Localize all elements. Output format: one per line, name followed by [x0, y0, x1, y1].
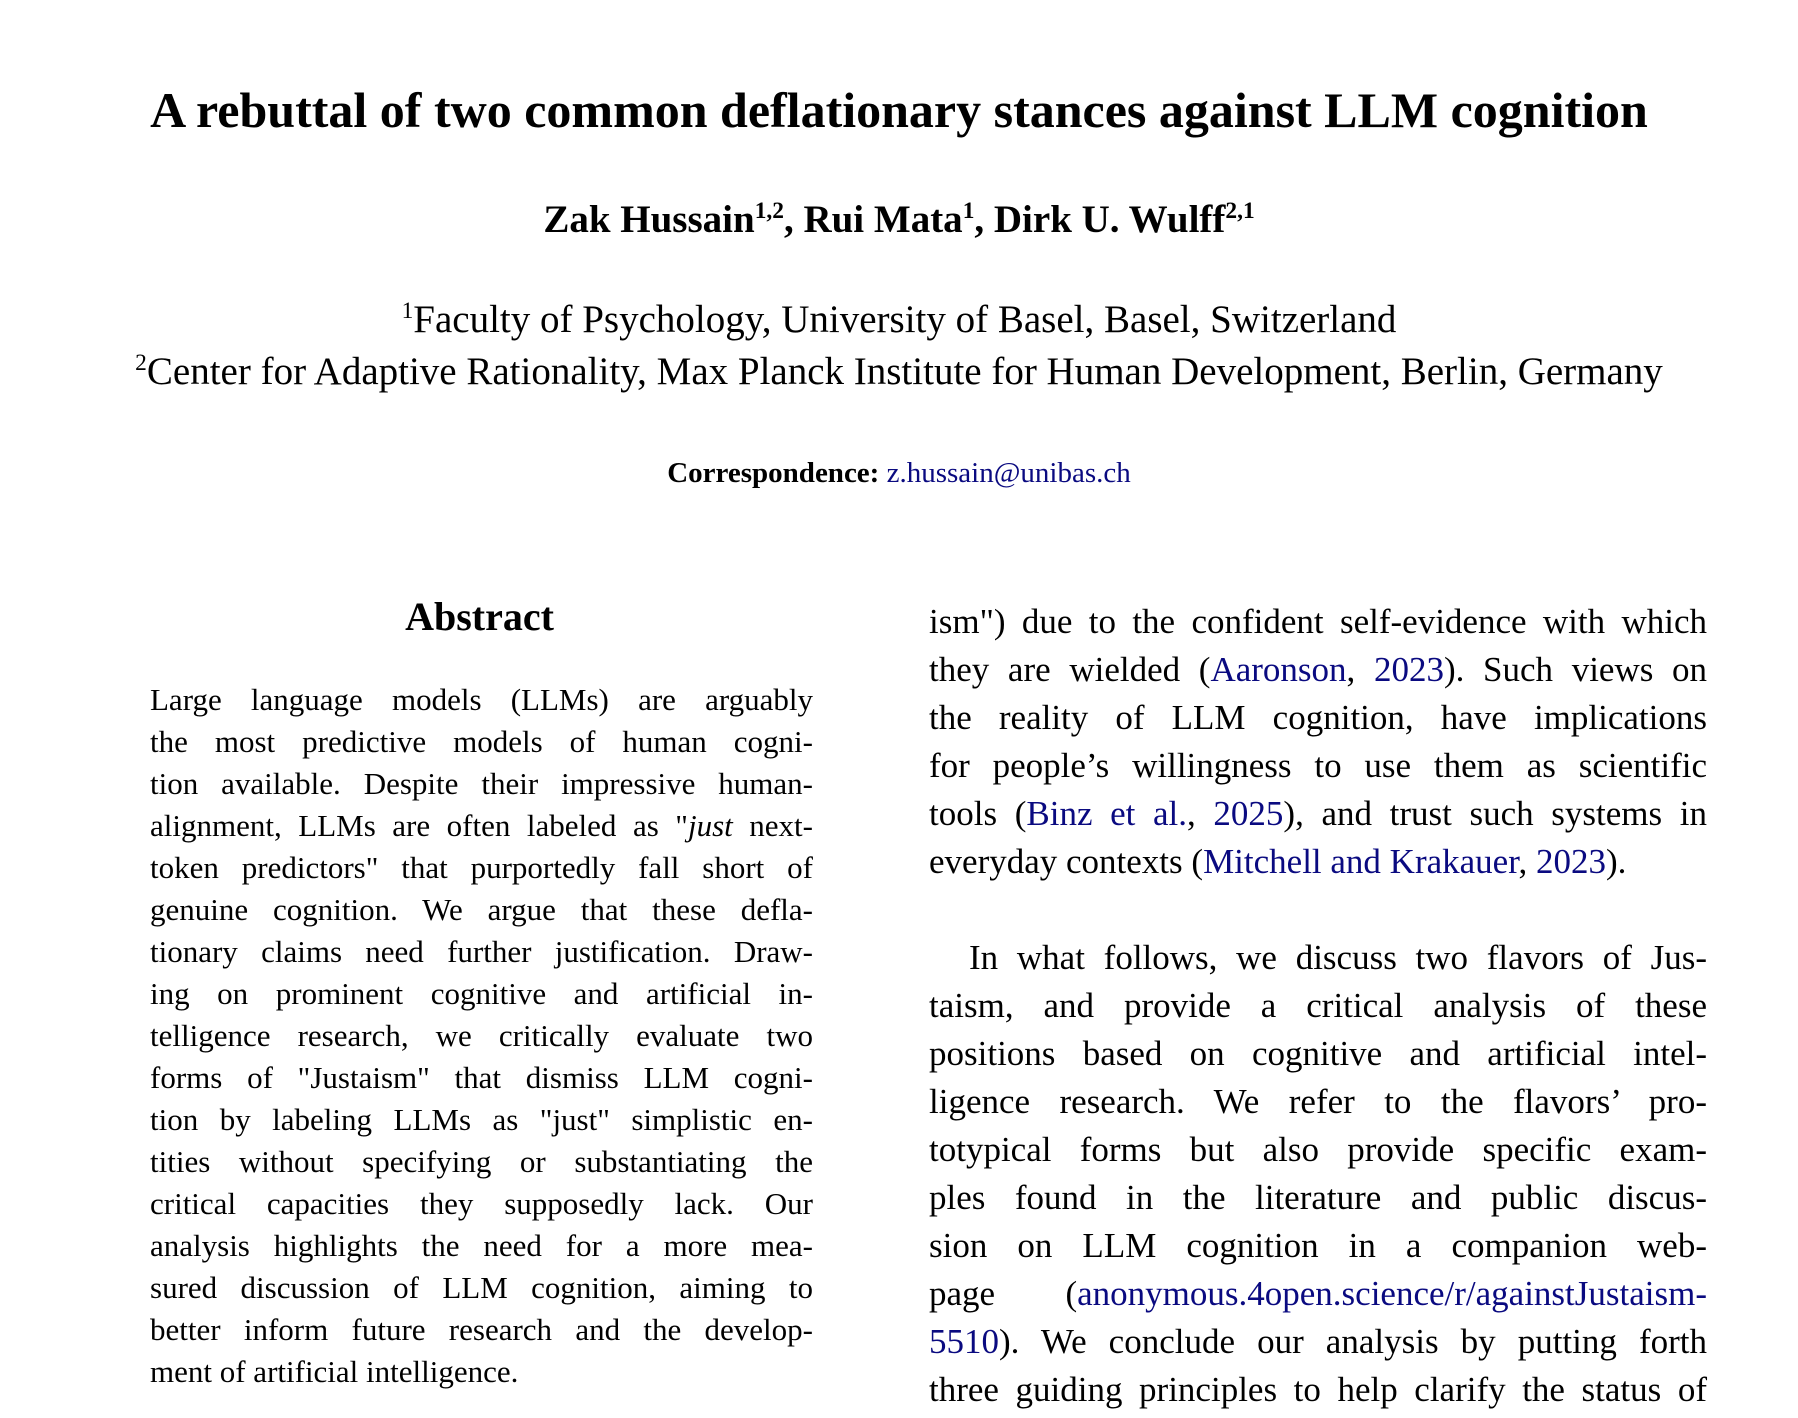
body-line-text: ).: [1605, 842, 1627, 881]
citation-year-link[interactable]: 2023: [1373, 650, 1444, 689]
affiliation-mark: 2: [135, 350, 147, 376]
affiliation-mark: 1: [401, 298, 414, 324]
affiliation-1: [0, 296, 1798, 344]
body-line: taism, and provide a critical analysis of these: [929, 986, 1707, 1025]
author-affil-mark: 2,1: [1225, 198, 1255, 224]
body-line: for people’s willingness to use them as scientific: [929, 746, 1707, 785]
abstract-line: tion available. Despite their impressive human-: [150, 766, 813, 801]
abstract-line: Large language models (LLMs) are arguably: [150, 682, 813, 717]
citation-link-binz[interactable]: Binz et al.: [1026, 794, 1188, 833]
body-line-text: they are wielded (: [929, 650, 1211, 689]
body-line: totypical forms but also provide specific exam-: [929, 1130, 1707, 1169]
abstract-heading: Abstract: [405, 594, 554, 639]
body-line: the reality of LLM cognition, have implications: [929, 698, 1707, 737]
abstract-line: better inform future research and the develop-: [150, 1312, 813, 1347]
abstract-line-text: next-: [732, 808, 813, 843]
author-name: Rui Mata: [803, 198, 963, 241]
body-line: ples found in the literature and public discus-: [929, 1178, 1707, 1217]
affiliation-2: [0, 348, 1798, 396]
abstract-line: token predictors" that purportedly fall short of: [150, 850, 813, 885]
citation-link-aaronson[interactable]: Aaronson: [1210, 650, 1347, 689]
body-line: positions based on cognitive and artificial intel-: [929, 1034, 1707, 1073]
abstract-line: tionary claims need further justification. Draw-: [150, 934, 813, 969]
paragraph-gap: [929, 886, 1707, 934]
body-line: they are wielded (Aaronson, 2023). Such views on: [929, 650, 1708, 689]
correspondence: [0, 455, 1798, 491]
body-line: [929, 1318, 1707, 1366]
body-line-text: ). We conclude our analysis by putting forth: [999, 1322, 1707, 1361]
author-list: [0, 196, 1798, 244]
body-line: sion on LLM cognition in a companion web-: [929, 1226, 1707, 1265]
body-line: [929, 1270, 1707, 1318]
abstract-body: [150, 679, 813, 1393]
body-line: ism") due to the confident self-evidence with which: [929, 602, 1707, 641]
body-line: tools (Binz et al., 2025), and trust such systems in: [929, 794, 1708, 833]
abstract-line: critical capacities they supposedly lack. Our: [150, 1186, 813, 1221]
abstract-line-text: alignment, LLMs are often labeled as ": [150, 808, 688, 843]
abstract-line: analysis highlights the need for a more mea-: [150, 1228, 813, 1263]
abstract-line: ment of artificial intelligence.: [150, 1354, 519, 1389]
affiliation-text: Faculty of Psychology, University of Basel, Basel, Switzerland: [413, 298, 1397, 341]
author-name: Zak Hussain: [543, 198, 755, 241]
author-separator: ,: [783, 198, 804, 241]
body-line-text: ). Such views on: [1443, 650, 1708, 689]
abstract-italic-just: just: [687, 808, 733, 843]
author-separator: ,: [974, 198, 994, 241]
paper-title: A rebuttal of two common deflationary stances against LLM cognition: [150, 82, 1648, 138]
correspondence-label: Correspondence:: [667, 457, 880, 489]
correspondence-email-link[interactable]: z.hussain@unibas.ch: [886, 457, 1131, 489]
abstract-line: genuine cognition. We argue that these defla-: [150, 892, 813, 927]
body-line-text: tools (: [929, 794, 1027, 833]
abstract-line: forms of "Justaism" that dismiss LLM cogni-: [150, 1060, 813, 1095]
abstract-line: ing on prominent cognitive and artificial in-: [150, 976, 813, 1011]
abstract-line: sured discussion of LLM cognition, aiming to: [150, 1270, 813, 1305]
citation-link-mitchell[interactable]: Mitchell and Krakauer: [1203, 842, 1519, 881]
author-affil-mark: 1: [962, 198, 975, 224]
body-line: ligence research. We refer to the flavors’ pro-: [929, 1082, 1707, 1121]
author-affil-mark: 1,2: [754, 198, 784, 224]
abstract-line: telligence research, we critically evaluate two: [150, 1018, 813, 1053]
citation-year-link[interactable]: 2025: [1213, 794, 1284, 833]
body-line-text: everyday contexts (: [929, 842, 1204, 881]
body-right-column: [929, 598, 1707, 1414]
body-line: everyday contexts (Mitchell and Krakauer, 2023).: [929, 842, 1627, 881]
abstract-line: [150, 805, 813, 847]
companion-webpage-link[interactable]: anonymous.4open.science/r/againstJustaism-: [1077, 1274, 1707, 1313]
abstract-line: the most predictive models of human cogni-: [150, 724, 813, 759]
abstract-line: tion by labeling LLMs as "just" simplistic en-: [150, 1102, 813, 1137]
author-name: Dirk U. Wulff: [993, 198, 1226, 241]
citation-year-link[interactable]: 2023: [1535, 842, 1606, 881]
body-line-text: ), and trust such systems in: [1283, 794, 1708, 833]
affiliation-text: Center for Adaptive Rationality, Max Planck Institute for Human Development, Berlin, Germany: [146, 350, 1663, 393]
body-line: three guiding principles to help clarify the status of: [929, 1370, 1707, 1409]
companion-webpage-link-cont[interactable]: 5510: [929, 1322, 999, 1361]
body-line-text: page (: [929, 1274, 1078, 1313]
abstract-line: tities without specifying or substantiating the: [150, 1144, 813, 1179]
body-line: In what follows, we discuss two flavors of Jus-: [969, 938, 1707, 977]
